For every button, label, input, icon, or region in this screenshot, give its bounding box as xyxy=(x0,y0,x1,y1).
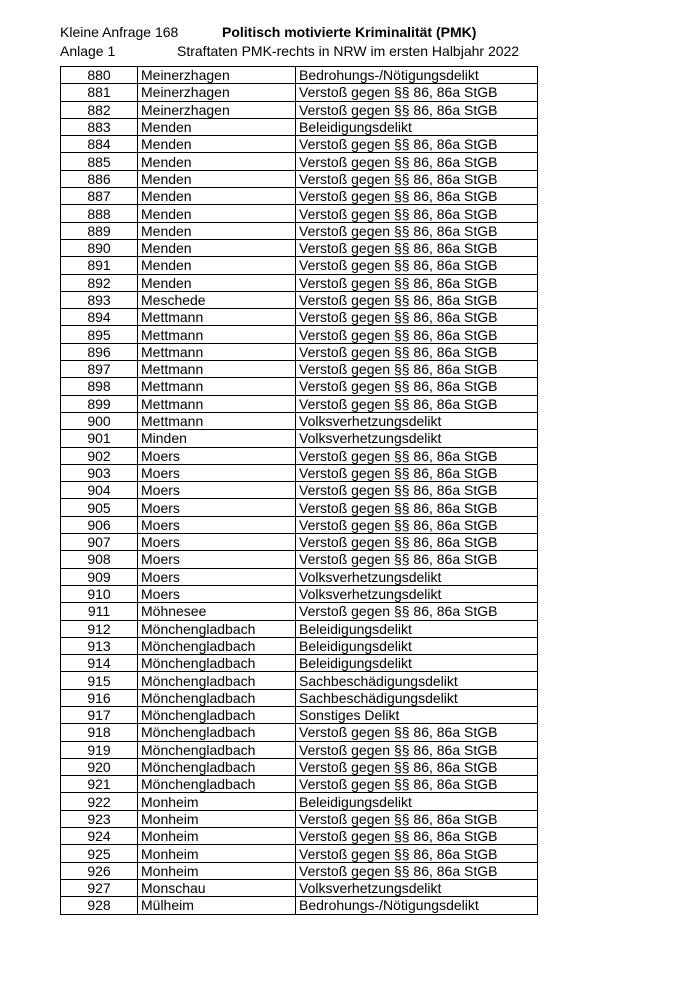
table-row xyxy=(61,551,538,568)
table-row xyxy=(61,637,538,654)
offense-type-cell: Volksverhetzungsdelikt xyxy=(296,879,538,896)
city-cell: Menden xyxy=(138,222,296,239)
case-number-cell: 880 xyxy=(61,67,138,84)
offense-type-cell: Verstoß gegen §§ 86, 86a StGB xyxy=(296,447,538,464)
offense-type-cell: Verstoß gegen §§ 86, 86a StGB xyxy=(296,395,538,412)
offense-type-cell: Verstoß gegen §§ 86, 86a StGB xyxy=(296,551,538,568)
city-cell: Mülheim xyxy=(138,897,296,914)
case-number-cell: 918 xyxy=(61,724,138,741)
attachment-label: Anlage 1 xyxy=(60,43,116,59)
city-cell: Mönchengladbach xyxy=(138,637,296,654)
table-row xyxy=(61,153,538,170)
offense-type-cell: Beleidigungsdelikt xyxy=(296,118,538,135)
offense-type-cell: Sachbeschädigungsdelikt xyxy=(296,672,538,689)
table-row xyxy=(61,343,538,360)
offense-type-cell: Verstoß gegen §§ 86, 86a StGB xyxy=(296,724,538,741)
case-number-cell: 905 xyxy=(61,499,138,516)
offense-type-cell: Verstoß gegen §§ 86, 86a StGB xyxy=(296,84,538,101)
case-number-cell: 903 xyxy=(61,464,138,481)
table-row xyxy=(61,482,538,499)
city-cell: Mönchengladbach xyxy=(138,706,296,723)
offense-type-cell: Verstoß gegen §§ 86, 86a StGB xyxy=(296,534,538,551)
offense-type-cell: Verstoß gegen §§ 86, 86a StGB xyxy=(296,239,538,256)
city-cell: Menden xyxy=(138,188,296,205)
case-number-cell: 895 xyxy=(61,326,138,343)
offense-type-cell: Verstoß gegen §§ 86, 86a StGB xyxy=(296,326,538,343)
case-number-cell: 924 xyxy=(61,828,138,845)
table-row xyxy=(61,897,538,914)
city-cell: Meinerzhagen xyxy=(138,67,296,84)
table-row xyxy=(61,205,538,222)
table-row xyxy=(61,810,538,827)
case-number-cell: 889 xyxy=(61,222,138,239)
offense-type-cell: Verstoß gegen §§ 86, 86a StGB xyxy=(296,343,538,360)
case-number-cell: 898 xyxy=(61,378,138,395)
offense-type-cell: Verstoß gegen §§ 86, 86a StGB xyxy=(296,758,538,775)
case-number-cell: 888 xyxy=(61,205,138,222)
offense-type-cell: Verstoß gegen §§ 86, 86a StGB xyxy=(296,205,538,222)
case-number-cell: 912 xyxy=(61,620,138,637)
case-number-cell: 908 xyxy=(61,551,138,568)
table-row xyxy=(61,862,538,879)
city-cell: Mettmann xyxy=(138,412,296,429)
table-row xyxy=(61,879,538,896)
city-cell: Mönchengladbach xyxy=(138,741,296,758)
city-cell: Menden xyxy=(138,274,296,291)
table-row xyxy=(61,741,538,758)
case-number-cell: 896 xyxy=(61,343,138,360)
table-row xyxy=(61,758,538,775)
table-row xyxy=(61,516,538,533)
city-cell: Mönchengladbach xyxy=(138,620,296,637)
case-number-cell: 892 xyxy=(61,274,138,291)
city-cell: Mettmann xyxy=(138,395,296,412)
city-cell: Minden xyxy=(138,430,296,447)
city-cell: Mönchengladbach xyxy=(138,758,296,775)
city-cell: Meinerzhagen xyxy=(138,101,296,118)
case-number-cell: 925 xyxy=(61,845,138,862)
offense-table-body xyxy=(61,67,538,915)
table-row xyxy=(61,447,538,464)
case-number-cell: 891 xyxy=(61,257,138,274)
table-row xyxy=(61,84,538,101)
table-row xyxy=(61,412,538,429)
table-row xyxy=(61,170,538,187)
city-cell: Mettmann xyxy=(138,326,296,343)
document-reference: Kleine Anfrage 168 xyxy=(60,24,179,40)
city-cell: Moers xyxy=(138,516,296,533)
case-number-cell: 910 xyxy=(61,585,138,602)
page-subtitle: Straftaten PMK-rechts in NRW im ersten Halbjahr 2022 xyxy=(177,43,520,59)
table-row xyxy=(61,188,538,205)
offense-type-cell: Verstoß gegen §§ 86, 86a StGB xyxy=(296,603,538,620)
offense-type-cell: Volksverhetzungsdelikt xyxy=(296,585,538,602)
city-cell: Meinerzhagen xyxy=(138,84,296,101)
case-number-cell: 900 xyxy=(61,412,138,429)
city-cell: Mettmann xyxy=(138,343,296,360)
offense-type-cell: Volksverhetzungsdelikt xyxy=(296,412,538,429)
table-row xyxy=(61,430,538,447)
city-cell: Monheim xyxy=(138,810,296,827)
table-row xyxy=(61,239,538,256)
case-number-cell: 890 xyxy=(61,239,138,256)
table-row xyxy=(61,689,538,706)
case-number-cell: 894 xyxy=(61,309,138,326)
case-number-cell: 917 xyxy=(61,706,138,723)
city-cell: Menden xyxy=(138,257,296,274)
city-cell: Moers xyxy=(138,585,296,602)
table-row xyxy=(61,672,538,689)
table-row xyxy=(61,499,538,516)
offense-type-cell: Volksverhetzungsdelikt xyxy=(296,568,538,585)
city-cell: Monheim xyxy=(138,828,296,845)
offense-type-cell: Beleidigungsdelikt xyxy=(296,655,538,672)
case-number-cell: 927 xyxy=(61,879,138,896)
case-number-cell: 887 xyxy=(61,188,138,205)
case-number-cell: 886 xyxy=(61,170,138,187)
case-number-cell: 914 xyxy=(61,655,138,672)
offense-type-cell: Verstoß gegen §§ 86, 86a StGB xyxy=(296,309,538,326)
city-cell: Mettmann xyxy=(138,361,296,378)
case-number-cell: 923 xyxy=(61,810,138,827)
table-row xyxy=(61,309,538,326)
offense-type-cell: Verstoß gegen §§ 86, 86a StGB xyxy=(296,828,538,845)
offense-type-cell: Verstoß gegen §§ 86, 86a StGB xyxy=(296,482,538,499)
city-cell: Menden xyxy=(138,170,296,187)
table-row xyxy=(61,101,538,118)
case-number-cell: 893 xyxy=(61,291,138,308)
case-number-cell: 883 xyxy=(61,118,138,135)
offense-type-cell: Verstoß gegen §§ 86, 86a StGB xyxy=(296,188,538,205)
table-row xyxy=(61,326,538,343)
offense-type-cell: Verstoß gegen §§ 86, 86a StGB xyxy=(296,776,538,793)
city-cell: Moers xyxy=(138,568,296,585)
city-cell: Mettmann xyxy=(138,378,296,395)
table-row xyxy=(61,534,538,551)
offense-type-cell: Sonstiges Delikt xyxy=(296,706,538,723)
offense-type-cell: Beleidigungsdelikt xyxy=(296,793,538,810)
case-number-cell: 882 xyxy=(61,101,138,118)
offense-type-cell: Verstoß gegen §§ 86, 86a StGB xyxy=(296,136,538,153)
offense-type-cell: Bedrohungs-/Nötigungsdelikt xyxy=(296,67,538,84)
offense-type-cell: Verstoß gegen §§ 86, 86a StGB xyxy=(296,361,538,378)
offense-type-cell: Verstoß gegen §§ 86, 86a StGB xyxy=(296,274,538,291)
city-cell: Menden xyxy=(138,205,296,222)
city-cell: Moers xyxy=(138,534,296,551)
table-row xyxy=(61,776,538,793)
offense-type-cell: Verstoß gegen §§ 86, 86a StGB xyxy=(296,810,538,827)
table-row xyxy=(61,274,538,291)
offense-type-cell: Verstoß gegen §§ 86, 86a StGB xyxy=(296,741,538,758)
table-row xyxy=(61,118,538,135)
city-cell: Monheim xyxy=(138,793,296,810)
table-row xyxy=(61,585,538,602)
page-title: Politisch motivierte Kriminalität (PMK) xyxy=(222,24,477,40)
table-row xyxy=(61,464,538,481)
offense-type-cell: Verstoß gegen §§ 86, 86a StGB xyxy=(296,291,538,308)
case-number-cell: 920 xyxy=(61,758,138,775)
city-cell: Mönchengladbach xyxy=(138,655,296,672)
case-number-cell: 928 xyxy=(61,897,138,914)
city-cell: Menden xyxy=(138,118,296,135)
table-row xyxy=(61,67,538,84)
city-cell: Moers xyxy=(138,482,296,499)
case-number-cell: 919 xyxy=(61,741,138,758)
case-number-cell: 885 xyxy=(61,153,138,170)
table-row xyxy=(61,793,538,810)
city-cell: Menden xyxy=(138,239,296,256)
city-cell: Moers xyxy=(138,447,296,464)
offense-type-cell: Verstoß gegen §§ 86, 86a StGB xyxy=(296,499,538,516)
city-cell: Mönchengladbach xyxy=(138,689,296,706)
city-cell: Monheim xyxy=(138,845,296,862)
table-row xyxy=(61,361,538,378)
offense-type-cell: Verstoß gegen §§ 86, 86a StGB xyxy=(296,516,538,533)
case-number-cell: 916 xyxy=(61,689,138,706)
offense-type-cell: Verstoß gegen §§ 86, 86a StGB xyxy=(296,170,538,187)
city-cell: Mönchengladbach xyxy=(138,672,296,689)
case-number-cell: 897 xyxy=(61,361,138,378)
city-cell: Meschede xyxy=(138,291,296,308)
case-number-cell: 915 xyxy=(61,672,138,689)
case-number-cell: 901 xyxy=(61,430,138,447)
offense-type-cell: Beleidigungsdelikt xyxy=(296,637,538,654)
table-row xyxy=(61,136,538,153)
city-cell: Menden xyxy=(138,136,296,153)
case-number-cell: 922 xyxy=(61,793,138,810)
table-row xyxy=(61,257,538,274)
table-row xyxy=(61,378,538,395)
city-cell: Moers xyxy=(138,551,296,568)
offense-type-cell: Verstoß gegen §§ 86, 86a StGB xyxy=(296,378,538,395)
offense-type-cell: Verstoß gegen §§ 86, 86a StGB xyxy=(296,257,538,274)
case-number-cell: 913 xyxy=(61,637,138,654)
table-row xyxy=(61,291,538,308)
offense-type-cell: Verstoß gegen §§ 86, 86a StGB xyxy=(296,101,538,118)
case-number-cell: 899 xyxy=(61,395,138,412)
offense-type-cell: Verstoß gegen §§ 86, 86a StGB xyxy=(296,862,538,879)
table-row xyxy=(61,568,538,585)
table-row xyxy=(61,724,538,741)
city-cell: Möhnesee xyxy=(138,603,296,620)
city-cell: Mettmann xyxy=(138,309,296,326)
case-number-cell: 902 xyxy=(61,447,138,464)
offense-type-cell: Verstoß gegen §§ 86, 86a StGB xyxy=(296,153,538,170)
offense-type-cell: Bedrohungs-/Nötigungsdelikt xyxy=(296,897,538,914)
table-row xyxy=(61,620,538,637)
city-cell: Mönchengladbach xyxy=(138,724,296,741)
city-cell: Menden xyxy=(138,153,296,170)
offense-type-cell: Verstoß gegen §§ 86, 86a StGB xyxy=(296,222,538,239)
case-number-cell: 904 xyxy=(61,482,138,499)
case-number-cell: 907 xyxy=(61,534,138,551)
city-cell: Moers xyxy=(138,499,296,516)
table-row xyxy=(61,845,538,862)
case-number-cell: 926 xyxy=(61,862,138,879)
case-number-cell: 884 xyxy=(61,136,138,153)
case-number-cell: 911 xyxy=(61,603,138,620)
table-row xyxy=(61,222,538,239)
case-number-cell: 906 xyxy=(61,516,138,533)
offense-type-cell: Volksverhetzungsdelikt xyxy=(296,430,538,447)
table-row xyxy=(61,828,538,845)
offense-table xyxy=(60,66,538,915)
table-row xyxy=(61,395,538,412)
offense-type-cell: Verstoß gegen §§ 86, 86a StGB xyxy=(296,464,538,481)
city-cell: Monheim xyxy=(138,862,296,879)
table-row xyxy=(61,655,538,672)
table-row xyxy=(61,706,538,723)
case-number-cell: 921 xyxy=(61,776,138,793)
offense-type-cell: Verstoß gegen §§ 86, 86a StGB xyxy=(296,845,538,862)
city-cell: Moers xyxy=(138,464,296,481)
offense-type-cell: Sachbeschädigungsdelikt xyxy=(296,689,538,706)
case-number-cell: 881 xyxy=(61,84,138,101)
offense-type-cell: Beleidigungsdelikt xyxy=(296,620,538,637)
table-row xyxy=(61,603,538,620)
city-cell: Mönchengladbach xyxy=(138,776,296,793)
city-cell: Monschau xyxy=(138,879,296,896)
case-number-cell: 909 xyxy=(61,568,138,585)
